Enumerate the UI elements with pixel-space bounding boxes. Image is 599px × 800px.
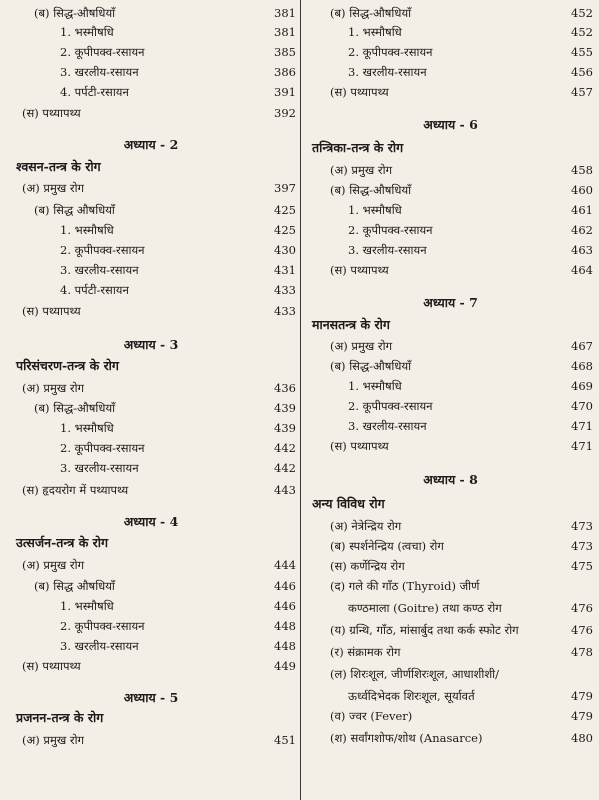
toc-entry-page: 448 (274, 639, 296, 653)
toc-entry-title: 1. भस्मौषधि (348, 25, 402, 39)
toc-entry (302, 180, 599, 200)
toc-entry (302, 516, 599, 536)
toc-entry-title: (अ) प्रमुख रोग (22, 558, 85, 572)
toc-entry (302, 376, 599, 396)
toc-entry-title: (व) ज्वर (Fever) (330, 709, 413, 723)
section-title (302, 494, 599, 514)
toc-entry (0, 42, 302, 62)
toc-entry-title: (अ) प्रमुख रोग (330, 339, 393, 353)
toc-entry-page: 442 (274, 461, 296, 475)
toc-entry (302, 260, 599, 280)
toc-entry-title: 4. पर्पटी-रसायन (60, 283, 129, 297)
toc-entry (302, 436, 599, 456)
chapter-heading-text: अध्याय - 3 (123, 337, 179, 352)
chapter-heading-text: अध्याय - 5 (123, 690, 179, 705)
toc-entry-title: 3. खरलीय-रसायन (60, 639, 139, 653)
toc-entry-title: 1. भस्मौषधि (60, 223, 114, 237)
toc-entry (0, 616, 302, 636)
toc-entry-page: 458 (571, 163, 593, 177)
toc-entry-page: 471 (571, 419, 593, 433)
toc-entry (0, 103, 302, 123)
toc-entry (0, 200, 302, 220)
toc-entry-title: (ब) सिद्ध-औषधियाँ (330, 6, 412, 20)
toc-entry-page: 443 (274, 483, 296, 497)
toc-entry-title: (स) पथ्यापथ्य (22, 304, 81, 318)
toc-entry-title: (स) हृदयरोग में पथ्यापथ्य (22, 483, 129, 497)
toc-entry-page: 430 (274, 243, 296, 257)
toc-entry-title: (अ) प्रमुख रोग (22, 181, 85, 195)
toc-entry-page: 381 (274, 25, 296, 39)
toc-entry-page: 449 (274, 659, 296, 673)
section-title (0, 157, 302, 177)
chapter-heading (302, 293, 599, 313)
toc-entry (0, 280, 302, 300)
toc-entry-page: 397 (274, 181, 296, 195)
section-title (302, 315, 599, 335)
toc-entry (302, 22, 599, 42)
toc-entry-page: 476 (571, 601, 593, 615)
section-title-text: प्रजनन-तन्त्र के रोग (16, 710, 104, 725)
toc-entry (0, 576, 302, 596)
toc-entry-page: 462 (571, 223, 593, 237)
toc-entry-title: (ब) स्पर्शनेन्द्रिय (त्वचा) रोग (330, 539, 444, 553)
toc-entry-page: 436 (274, 381, 296, 395)
toc-entry-title: 3. खरलीय-रसायन (60, 263, 139, 277)
toc-entry (0, 178, 302, 198)
chapter-heading-text: अध्याय - 6 (423, 117, 478, 132)
toc-entry-page: 442 (274, 441, 296, 455)
toc-entry-title: 1. भस्मौषधि (348, 379, 402, 393)
toc-entry-title: 1. भस्मौषधि (60, 599, 114, 613)
toc-entry-page: 470 (571, 399, 593, 413)
toc-entry (302, 396, 599, 416)
toc-entry-page: 463 (571, 243, 593, 257)
toc-entry (0, 636, 302, 656)
toc-entry-title: (स) पथ्यापथ्य (330, 263, 389, 277)
toc-entry-page: 448 (274, 619, 296, 633)
column-divider (300, 0, 301, 800)
toc-entry (0, 240, 302, 260)
toc-entry (302, 642, 599, 662)
toc-entry-title: (अ) प्रमुख रोग (22, 381, 85, 395)
chapter-heading (302, 470, 599, 490)
toc-entry-title: 1. भस्मौषधि (60, 421, 114, 435)
toc-entry-title: 2. कूपीपक्व-रसायन (60, 243, 145, 257)
toc-entry-page: 469 (571, 379, 593, 393)
chapter-heading (0, 135, 302, 155)
toc-entry-title: 4. पर्पटी-रसायन (60, 85, 129, 99)
chapter-heading-text: अध्याय - 8 (423, 472, 478, 487)
toc-entry-page: 446 (274, 579, 296, 593)
toc-entry-title: (ब) सिद्ध-औषधियाँ (34, 6, 116, 20)
toc-right-column (302, 0, 599, 800)
toc-entry-page: 476 (571, 623, 593, 637)
section-title (0, 708, 302, 728)
toc-entry-title: 3. खरलीय-रसायन (60, 65, 139, 79)
toc-entry-title: (र) संक्रामक रोग (330, 645, 401, 659)
toc-entry (0, 260, 302, 280)
toc-entry-title: (अ) प्रमुख रोग (22, 733, 85, 747)
toc-entry-page: 425 (274, 223, 296, 237)
chapter-heading (302, 115, 599, 135)
section-title (0, 356, 302, 376)
section-title-text: तन्त्रिका-तन्त्र के रोग (312, 140, 404, 155)
toc-entry (0, 220, 302, 240)
toc-entry-page: 385 (274, 45, 296, 59)
chapter-heading-text: अध्याय - 4 (123, 514, 179, 529)
toc-entry-title: 2. कूपीपक्व-रसायन (60, 441, 145, 455)
toc-entry-title: कण्ठमाला (Goitre) तथा कण्ठ रोग (348, 601, 502, 615)
toc-entry-title: (य) ग्रन्थि, गाँठ, मांसार्बुद तथा कर्क स्फोट रोग (330, 623, 519, 637)
toc-entry-title: 2. कूपीपक्व-रसायन (60, 619, 145, 633)
toc-entry-title: (स) पथ्यापथ्य (330, 85, 389, 99)
toc-entry-page: 460 (571, 183, 593, 197)
section-title (0, 533, 302, 553)
toc-entry (0, 398, 302, 418)
toc-entry-page: 478 (571, 645, 593, 659)
toc-entry (0, 596, 302, 616)
toc-entry-page: 479 (571, 709, 593, 723)
toc-entry-page: 456 (571, 65, 593, 79)
toc-entry-title: 3. खरलीय-रसायन (348, 65, 427, 79)
toc-entry-page: 452 (571, 6, 593, 20)
toc-entry-title: (स) पथ्यापथ्य (22, 659, 81, 673)
toc-entry-page: 467 (571, 339, 593, 353)
toc-entry (0, 458, 302, 478)
toc-entry (302, 62, 599, 82)
section-title-text: उत्सर्जन-तन्त्र के रोग (16, 535, 109, 550)
toc-entry-page: 433 (274, 304, 296, 318)
toc-entry-page: 451 (274, 733, 296, 747)
toc-entry (302, 82, 599, 102)
toc-entry-page: 473 (571, 539, 593, 553)
toc-entry (0, 555, 302, 575)
toc-entry-title: (ब) सिद्ध औषधियाँ (34, 579, 115, 593)
section-title-text: अन्य विविध रोग (312, 496, 385, 511)
toc-entry (302, 664, 599, 684)
toc-entry (302, 728, 599, 748)
toc-entry (302, 240, 599, 260)
toc-entry-page: 392 (274, 106, 296, 120)
toc-entry-title: 2. कूपीपक्व-रसायन (348, 45, 433, 59)
toc-entry-page: 457 (571, 85, 593, 99)
toc-entry-page: 431 (274, 263, 296, 277)
toc-entry (302, 576, 599, 596)
toc-entry-title: (द) गले की गाँठ (Thyroid) जीर्ण (330, 579, 480, 593)
toc-entry-title: 2. कूपीपक्व-रसायन (60, 45, 145, 59)
toc-entry (0, 82, 302, 102)
toc-entry (0, 301, 302, 321)
toc-entry-title: 3. खरलीय-रसायन (348, 243, 427, 257)
toc-entry-page: 386 (274, 65, 296, 79)
toc-entry (0, 3, 302, 23)
toc-entry-title: 1. भस्मौषधि (348, 203, 402, 217)
section-title-text: श्वसन-तन्त्र के रोग (16, 159, 101, 174)
toc-entry-title: 3. खरलीय-रसायन (348, 419, 427, 433)
toc-entry-title: 3. खरलीय-रसायन (60, 461, 139, 475)
toc-entry-page: 468 (571, 359, 593, 373)
toc-entry (0, 438, 302, 458)
toc-entry (302, 706, 599, 726)
toc-entry-page: 452 (571, 25, 593, 39)
toc-entry-page: 439 (274, 401, 296, 415)
toc-entry-title: (ब) सिद्ध-औषधियाँ (330, 183, 412, 197)
toc-entry-page: 473 (571, 519, 593, 533)
toc-entry (302, 416, 599, 436)
toc-entry (302, 220, 599, 240)
toc-entry-page: 480 (571, 731, 593, 745)
toc-entry (302, 3, 599, 23)
toc-entry-title: (ल) शिरःशूल, जीर्णशिरःशूल, आधाशीशी/ (330, 667, 500, 681)
toc-entry-page: 461 (571, 203, 593, 217)
toc-entry-title: 1. भस्मौषधि (60, 25, 114, 39)
toc-entry-title: 2. कूपीपक्व-रसायन (348, 223, 433, 237)
toc-entry-title: (ब) सिद्ध-औषधियाँ (330, 359, 412, 373)
section-title (302, 138, 599, 158)
toc-entry (0, 730, 302, 750)
toc-entry-title: 2. कूपीपक्व-रसायन (348, 399, 433, 413)
toc-entry-page: 479 (571, 689, 593, 703)
toc-entry-page: 439 (274, 421, 296, 435)
toc-entry-title: (स) पथ्यापथ्य (330, 439, 389, 453)
chapter-heading (0, 512, 302, 532)
toc-entry (0, 22, 302, 42)
toc-entry-page: 425 (274, 203, 296, 217)
toc-entry (0, 62, 302, 82)
toc-entry-title: ऊर्ध्वदिभेदक शिरःशूल, सूर्यावर्त (348, 689, 475, 703)
toc-entry (302, 42, 599, 62)
toc-entry (0, 418, 302, 438)
toc-entry (302, 356, 599, 376)
toc-entry (0, 378, 302, 398)
toc-entry (302, 160, 599, 180)
toc-entry (302, 620, 599, 640)
toc-entry-page: 381 (274, 6, 296, 20)
toc-entry (302, 200, 599, 220)
toc-entry-title: (अ) नेत्रेन्द्रिय रोग (330, 519, 402, 533)
section-title-text: मानसतन्त्र के रोग (312, 317, 390, 332)
toc-entry (0, 480, 302, 500)
toc-entry-title: (श) सर्वांगशोफ/शोथ (Anasarce) (330, 731, 483, 745)
toc-entry (302, 536, 599, 556)
toc-entry (302, 598, 599, 618)
toc-entry-title: (ब) सिद्ध-औषधियाँ (34, 401, 116, 415)
toc-entry-page: 446 (274, 599, 296, 613)
toc-entry-page: 464 (571, 263, 593, 277)
toc-entry-title: (स) पथ्यापथ्य (22, 106, 81, 120)
toc-entry-title: (ब) सिद्ध औषधियाँ (34, 203, 115, 217)
toc-entry-page: 391 (274, 85, 296, 99)
chapter-heading-text: अध्याय - 7 (423, 295, 478, 310)
toc-entry-page: 455 (571, 45, 593, 59)
section-title-text: परिसंचरण-तन्त्र के रोग (16, 358, 119, 373)
chapter-heading (0, 688, 302, 708)
toc-entry-title: (स) कर्णेन्द्रिय रोग (330, 559, 405, 573)
toc-entry-page: 433 (274, 283, 296, 297)
toc-entry (302, 556, 599, 576)
toc-entry-title: (अ) प्रमुख रोग (330, 163, 393, 177)
toc-entry-page: 444 (274, 558, 296, 572)
toc-entry (302, 336, 599, 356)
chapter-heading (0, 335, 302, 355)
toc-entry (0, 656, 302, 676)
toc-entry-page: 471 (571, 439, 593, 453)
toc-entry-page: 475 (571, 559, 593, 573)
toc-entry (302, 686, 599, 706)
chapter-heading-text: अध्याय - 2 (123, 137, 179, 152)
